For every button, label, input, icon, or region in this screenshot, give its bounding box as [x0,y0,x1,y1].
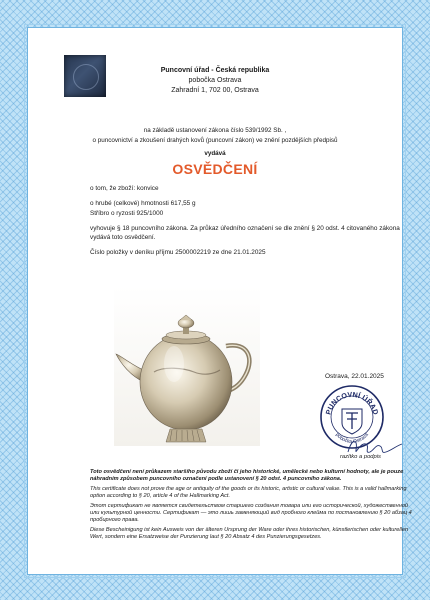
legal-line-2: o puncovnictví a zkoušení drahých kovů (puncovní zákon) ve znění pozdějších předpisů [92,136,338,144]
disclaimer-cz: Toto osvědčení není průkazem staršího původu zboží či jeho historické, umělecké nebo kulturní hodnoty, ale je pouze náhradním způsobem puncovního označení podle ustanovení § 20 odst. 4 puncovního zákona. [90,469,404,483]
certificate-details [90,184,415,258]
branch-name: pobočka Ostrava [188,77,242,84]
issues-label: vydává [204,150,226,157]
subject-line: o tom, že zboží: konvice [90,185,159,192]
place-and-date: Ostrava, 22.01.2025 [325,373,384,380]
stamp-text: PUNCOVNÍ ÚŘAD [323,389,381,416]
certificate-title: OSVĚDČENÍ [172,161,258,177]
compliance-line: vyhovuje § 18 puncovního zákona. Za průkaz úředního označení se dle znění § 20 odst. 4 citovaného zákona vydává toto osvědčení. [90,224,400,242]
disclaimer-de: Diese Bescheinigung ist kein Ausweis von der älteren Ursprung der Ware oder ihres historischen, künstlerischen oder kulturellen Wert, sondern eine Ersatzweise der Punzierung laut § 20 Absatz 4 des Punzierungsgesetzes. [90,526,409,541]
office-name: Puncovní úřad - Česká republika [160,67,270,74]
legal-basis [28,126,402,145]
stamp-and-signature-label: razítko a podpis [340,454,381,460]
certificate-body [27,27,412,575]
disclaimer-en: This certificate does not prove the age or antiquity of the goods or its historic, artistic or cultural value. This is a valid hallmarking option according to § 20, article 4 of the Hallmarking Act. [90,485,407,500]
stamp-subtext: pobočka Ostrava [334,432,370,446]
legal-line-1: na základě ustanovení zákona číslo 539/1992 Sb. , [143,127,287,134]
weight-line: o hrubé (celkové) hmotnosti 617,55 g [90,200,196,208]
disclaimer [90,469,415,544]
teapot-photo [114,286,260,446]
fineness-line: Stříbro o ryzosti 925/1000 [90,209,164,217]
disclaimer-ru: Этот сертификат не является свидетельством старшего создания товара или его исторической, художественной или культурной ценности. Сертификат — это лишь заменяющий вид пробного клейма по постановлению § 20 абзац 4 пробирного права. [90,502,412,524]
office-address: Zahradní 1, 702 00, Ostrava [171,87,259,94]
issuer-header [28,66,402,96]
record-line: Číslo položky v deníku příjmu 2500002219 ze dne 21.01.2025 [90,249,266,257]
